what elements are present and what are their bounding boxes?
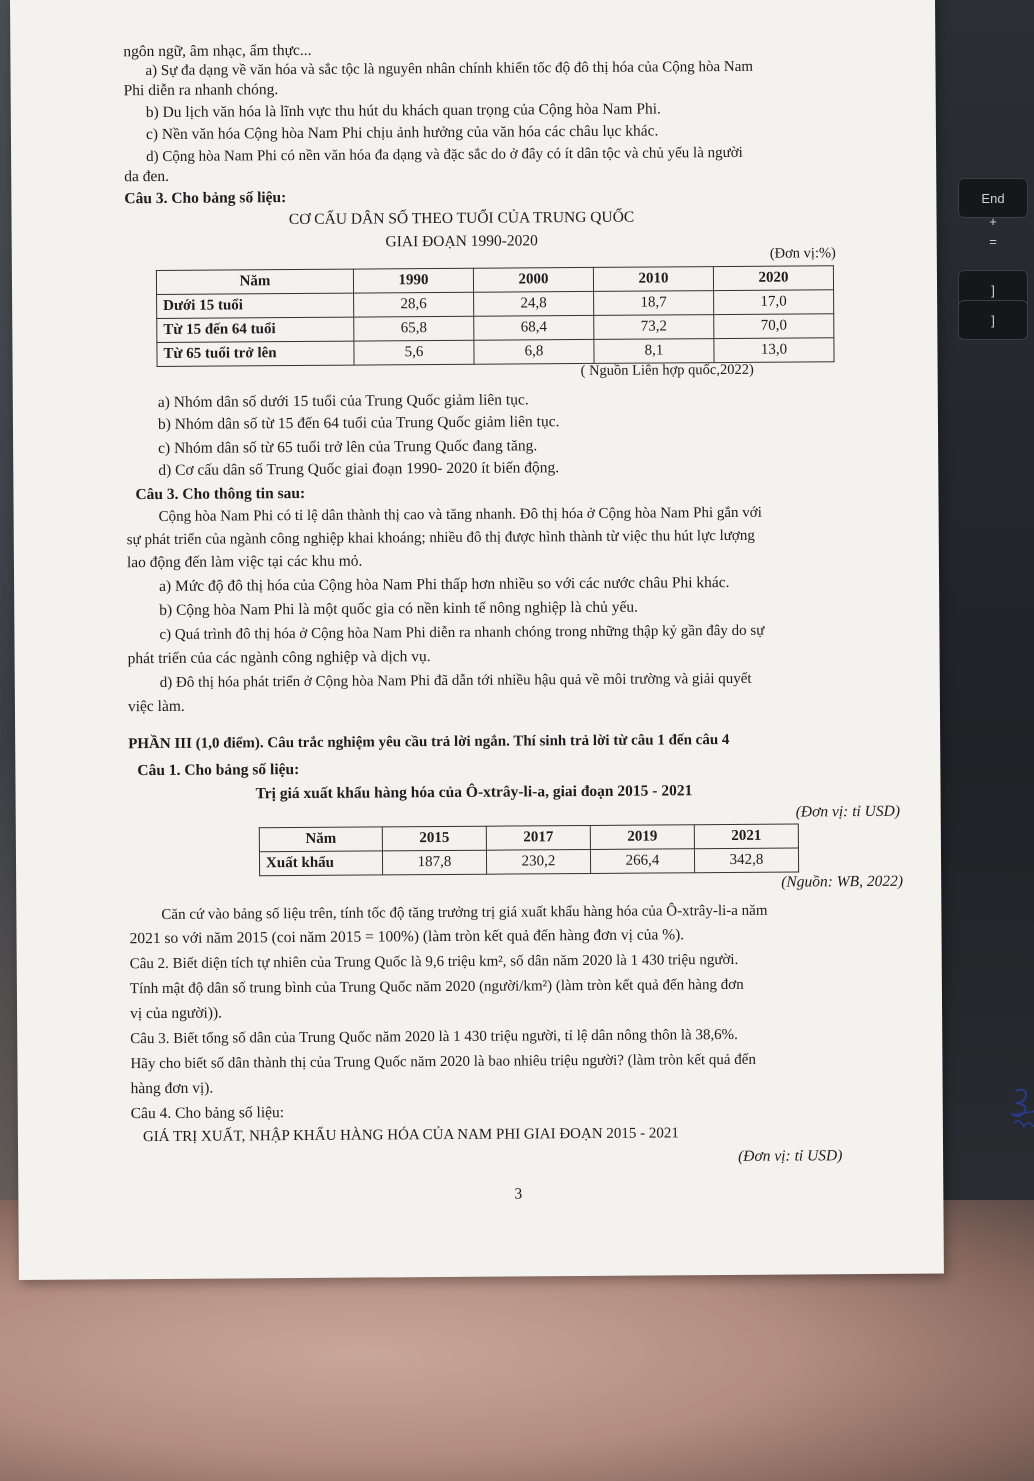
- question-1-text-cont: 2021 so với năm 2015 (coi năm 2015 = 100%) (làm tròn kết quả đến hàng đơn vị của %).: [129, 926, 685, 948]
- statement-a: a) Mức độ đô thị hóa của Cộng hòa Nam Phi thấp hơn nhiều so với các nước châu Phi khác.: [159, 573, 730, 595]
- table-1-title: CƠ CẤU DÂN SỐ THEO TUỔI CỦA TRUNG QUỐC: [288, 208, 635, 229]
- table-2-title: Trị giá xuất khẩu hàng hóa của Ô-xtrây-li-a, giai đoạn 2015 - 2021: [255, 782, 693, 803]
- question-3-text: Câu 3. Biết tổng số dân của Trung Quốc năm 2020 là 1 430 triệu người, tỉ lệ dân nông thôn là 38,6%.: [130, 1026, 738, 1048]
- info-text: Cộng hòa Nam Phi có tỉ lệ dân thành thị cao và tăng nhanh. Đô thị hóa ở Cộng hòa Nam Phi gắn với: [158, 504, 762, 525]
- table-cell: 342,8: [694, 848, 798, 873]
- info-text: sự phát triển của ngành công nghiệp khai khoáng; nhiều đô thị được hình thành từ việc thu hút lực lượng: [126, 527, 755, 549]
- statement-b: b) Cộng hòa Nam Phi là một quốc gia có nền kinh tế nông nghiệp là chủ yếu.: [159, 598, 639, 619]
- keyboard-key-equals: =: [989, 233, 997, 249]
- table-cell: 230,2: [486, 849, 590, 874]
- question-3-text-end: hàng đơn vị).: [130, 1079, 214, 1098]
- table-header-cell: Năm: [259, 827, 382, 852]
- table-2-unit: (Đơn vị: tỉ USD): [795, 802, 901, 821]
- table-cell: 6,8: [474, 339, 594, 364]
- info-text: lao động đến làm việc tại các khu mỏ.: [126, 552, 363, 572]
- statement-d: d) Đô thị hóa phát triển ở Cộng hòa Nam Phi đã dẫn tới nhiều hậu quả về môi trường và giải quyết: [159, 670, 752, 691]
- table-header-cell: Năm: [156, 269, 353, 294]
- statement-3a: a) Nhóm dân số dưới 15 tuổi của Trung Quốc giảm liên tục.: [157, 391, 529, 411]
- table-cell: 266,4: [590, 849, 694, 874]
- question-3-info-title: Câu 3. Cho thông tin sau:: [135, 484, 306, 504]
- statement-3d: d) Cơ cấu dân số Trung Quốc giai đoạn 1990- 2020 ít biến động.: [158, 459, 560, 479]
- table-3-unit: (Đơn vị: tỉ USD): [738, 1147, 843, 1165]
- statement-3b: b) Nhóm dân số từ 15 đến 64 tuổi của Trung Quốc giảm liên tục.: [157, 413, 560, 433]
- table-cell: 68,4: [474, 315, 594, 340]
- statement-c-cont: phát triển của các ngành công nghiệp và dịch vụ.: [127, 648, 431, 668]
- question-2d: d) Cộng hòa Nam Phi có nền văn hóa đa dạng và đặc sắc do ở đây có ít dân tộc và chủ yếu là người: [146, 144, 743, 166]
- page-number: 3: [514, 1185, 523, 1203]
- question-1-text: Căn cứ vào bảng số liệu trên, tính tốc độ tăng trưởng trị giá xuất khẩu hàng hóa của Ô-xtrây-li-a năm: [161, 902, 768, 923]
- question-2-text-end: vị của người)).: [130, 1004, 223, 1023]
- table-cell: 13,0: [714, 338, 834, 363]
- question-2c: c) Nền văn hóa Cộng hòa Nam Phi chịu ảnh hưởng của văn hóa các châu lục khác.: [145, 122, 659, 144]
- table-row-label: Từ 15 đến 64 tuổi: [157, 317, 354, 342]
- table-1-unit: (Đơn vị:%): [769, 245, 836, 262]
- table-1-source: ( Nguồn Liên hợp quốc,2022): [580, 361, 754, 380]
- statement-c: c) Quá trình đô thị hóa ở Cộng hòa Nam Phi diễn ra nhanh chóng trong những thập kỷ gần đây do sự: [159, 622, 765, 643]
- handwritten-marks: [1008, 1083, 1034, 1143]
- table-cell: 24,8: [474, 291, 594, 316]
- table-header-cell: 2010: [593, 267, 713, 292]
- table-2-source: (Nguồn: WB, 2022): [781, 872, 904, 891]
- statement-3c: c) Nhóm dân số từ 65 tuổi trở lên của Trung Quốc đang tăng.: [158, 437, 538, 457]
- table-header-cell: 2019: [590, 825, 694, 850]
- table-row: [259, 848, 798, 876]
- table-header-cell: 2015: [382, 826, 486, 851]
- exam-page: [10, 0, 944, 1280]
- question-2d-cont: da đen.: [124, 167, 170, 186]
- table-row-label: Xuất khẩu: [259, 851, 382, 876]
- keyboard-key-bracket: ]: [958, 270, 1028, 310]
- question-3-title: Câu 3. Cho bảng số liệu:: [124, 189, 287, 208]
- table-cell: 70,0: [714, 314, 834, 339]
- keyboard-key-end: End: [958, 178, 1028, 218]
- table-1-subtitle: GIAI ĐOẠN 1990-2020: [385, 232, 538, 251]
- table-3-title: GIÁ TRỊ XUẤT, NHẬP KHẨU HÀNG HÓA CỦA NAM PHI GIAI ĐOẠN 2015 - 2021: [142, 1125, 679, 1146]
- question-3-text-cont: Hãy cho biết số dân thành thị của Trung Quốc năm 2020 là bao nhiêu triệu người? (làm tròn kết quả đến: [130, 1051, 756, 1073]
- table-cell: 18,7: [594, 291, 714, 316]
- table-row-label: Dưới 15 tuổi: [157, 293, 354, 318]
- table-header-cell: 2020: [713, 266, 833, 291]
- question-2a-cont: Phi diễn ra nhanh chóng.: [123, 81, 279, 100]
- table-australia-exports: [259, 824, 799, 877]
- table-cell: 28,6: [354, 292, 474, 317]
- question-4-text: Câu 4. Cho bảng số liệu:: [130, 1104, 285, 1123]
- table-cell: 17,0: [714, 290, 834, 315]
- table-cell: 5,6: [354, 340, 474, 365]
- table-cell: 65,8: [354, 316, 474, 341]
- table-header-cell: 2000: [473, 267, 593, 292]
- table-header-cell: 2017: [486, 825, 590, 850]
- statement-d-cont: việc làm.: [127, 697, 185, 716]
- table-header-cell: 2021: [694, 824, 798, 849]
- question-2-text-cont: Tính mật độ dân số trung bình của Trung Quốc năm 2020 (người/km²) (làm tròn kết quả đến hàng đơn: [129, 976, 744, 998]
- question-2a: a) Sự đa dạng về văn hóa và sắc tộc là nguyên nhân chính khiến tốc độ đô thị hóa của Cộng hòa Nam: [145, 58, 754, 80]
- question-2b: b) Du lịch văn hóa là lĩnh vực thu hút du khách quan trọng của Cộng hòa Nam Phi.: [145, 100, 661, 122]
- keyboard-key-plus: +: [989, 213, 997, 229]
- table-row-label: Từ 65 tuổi trở lên: [157, 341, 354, 366]
- table-population-structure: [156, 265, 835, 367]
- table-cell: 187,8: [382, 850, 486, 875]
- text-line: ngôn ngữ, âm nhạc, ẩm thực...: [123, 41, 312, 61]
- table-cell: 8,1: [594, 339, 714, 364]
- part-3-heading: PHẦN III (1,0 điểm). Câu trắc nghiệm yêu cầu trả lời ngắn. Thí sinh trả lời từ câu 1 đến câu 4: [128, 731, 730, 753]
- table-header-cell: 1990: [353, 268, 473, 293]
- keyboard-key-bracket-2: ]: [958, 300, 1028, 340]
- part-3-question-1: Câu 1. Cho bảng số liệu:: [137, 760, 300, 780]
- table-cell: 73,2: [594, 315, 714, 340]
- question-2-text: Câu 2. Biết diện tích tự nhiên của Trung Quốc là 9,6 triệu km², số dân năm 2020 là 1 430 triệu người.: [129, 951, 739, 973]
